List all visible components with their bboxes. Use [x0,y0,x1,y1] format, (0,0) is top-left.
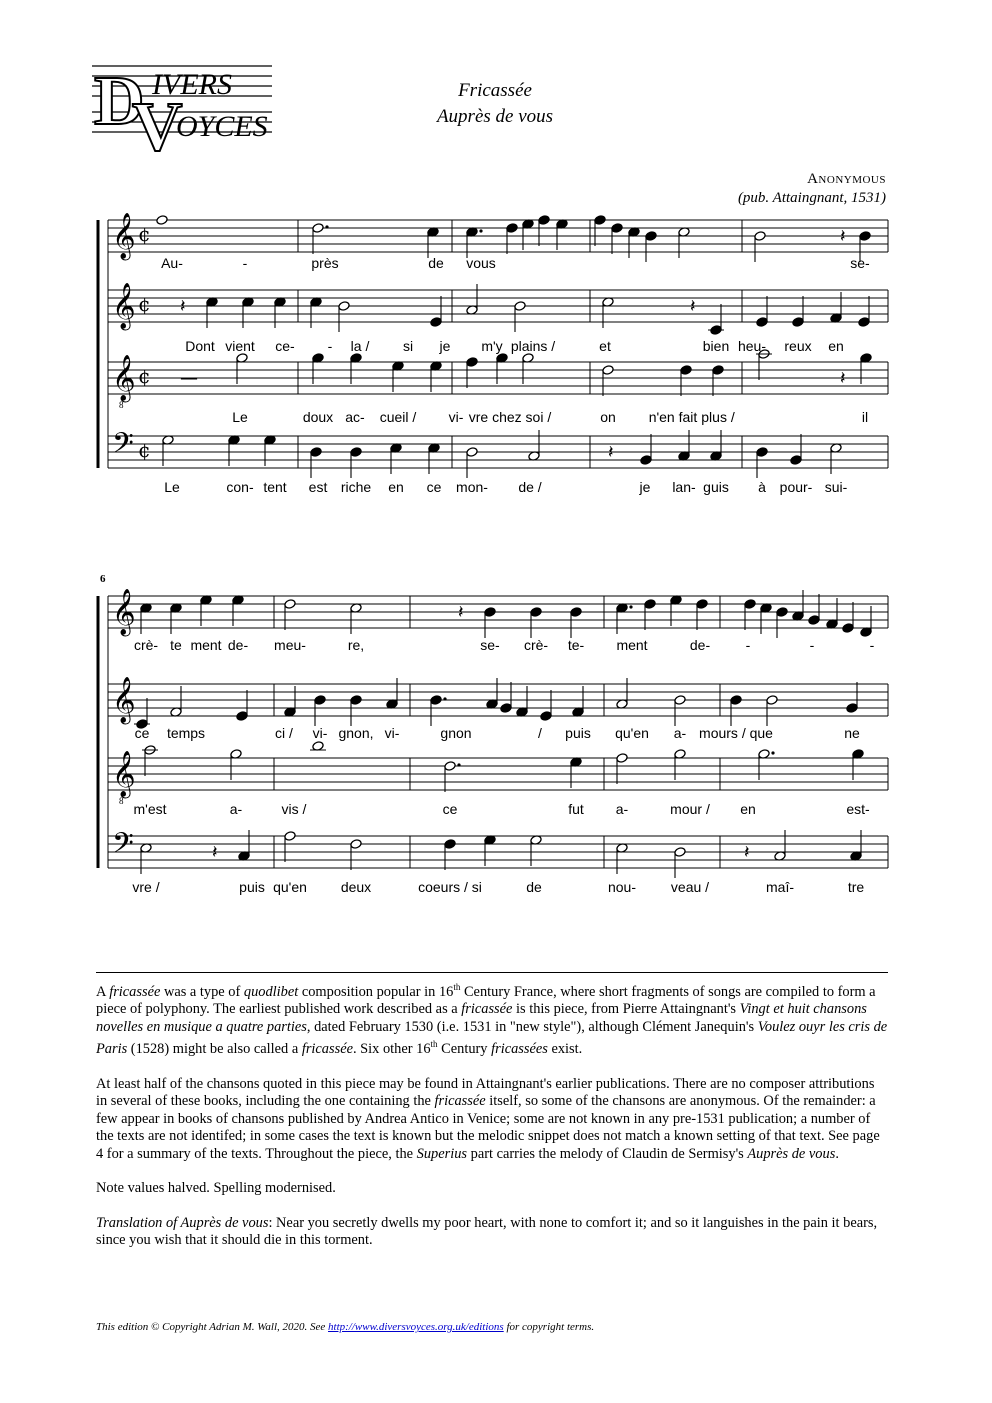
notes-text-run: quodlibet [243,983,299,1000]
note-head [312,223,324,234]
treble-clef-icon: 𝄞 [112,213,136,259]
notes-text-run: Note values halved. Spelling modernised. [96,1180,336,1197]
lyric-syllable: ne [844,725,860,741]
cut-time-icon: ¢ [138,292,151,316]
note-head [696,599,708,610]
bass-clef-icon: 𝄢 [112,427,134,467]
lyric-syllable: de- [227,637,249,653]
lyric-syllable: reux [784,338,812,354]
lyric-syllable: je [639,479,651,495]
lyric-syllable: et [599,338,611,354]
note-head [350,695,362,706]
lyric-syllable: ce [134,725,150,741]
notes-text-run: Voulez ouyr les cris de Paris [96,1018,888,1058]
lyric-syllable: je [439,338,451,354]
note-head [236,711,248,722]
score-system-1 [0,200,992,510]
note-head [284,599,296,610]
cut-time-icon: ¢ [138,364,151,388]
lyric-syllable: ci / [275,725,293,741]
bass-clef-icon: 𝄢 [112,827,134,867]
rest-icon: — [180,368,198,389]
notes-text-run: . [835,1145,839,1162]
title-block [380,78,610,130]
lyric-syllable: m'est [133,801,167,817]
lyric-syllable: plus / [701,409,735,425]
rest-icon: 𝄽 [180,296,186,317]
lyric-syllable: ce- [275,338,295,354]
score-system-2 [0,568,992,908]
note-head [466,357,478,368]
note-head [790,455,802,466]
lyric-syllable: meu- [274,637,306,653]
composer-name: Anonymous [807,171,886,187]
note-head [540,711,552,722]
lyric-syllable: vis / [281,801,307,817]
lyric-syllable: ment [616,637,648,653]
lyric-syllable: - [242,255,248,271]
lyric-syllable: sui- [824,479,848,495]
note-head [611,223,623,234]
lyric-syllable: vre chez soi / [468,409,552,425]
note-head [430,317,442,328]
note-head [680,365,692,376]
notes-text-run: exist. [547,1041,583,1058]
lyric-syllable: deux [340,879,372,895]
notes-text-run: fricassée [301,1041,353,1058]
editorial-notes [96,972,888,1267]
lyric-syllable: Dont [185,338,215,354]
notes-text-run: At least half of the chansons quoted in this piece may be found in Attaingnant's earlier publications. There are no composer attributions in several of these books, including the one containing the [96,1075,875,1110]
lyric-syllable: veau / [670,879,710,895]
note-head [514,301,526,312]
lyric-syllable: tent [263,479,287,495]
lyric-syllable: à [758,479,766,495]
lyric-syllable: vient [225,338,255,354]
lyric-syllable: se- [480,637,500,653]
note-head [792,317,804,328]
cut-time-icon: ¢ [138,438,151,462]
lyric-syllable: en [828,338,844,354]
dot [771,751,774,754]
lyric-syllable: vi- [384,725,400,741]
lyric-syllable: de [428,255,444,271]
treble-clef-icon: 𝄞 [112,589,136,635]
divers-voyces-logo [92,62,278,154]
lyric-syllable: heu- [737,338,767,354]
note-head [754,231,766,242]
piece-title: Fricassée [458,80,532,101]
lyric-syllable: tre [847,879,865,895]
lyric-syllable: n'en fait [648,409,698,425]
treble-clef-icon: 𝄞 [112,283,136,329]
logo-letter-d: D [94,63,145,140]
notes-text-run: is this piece, from Pierre Attaingnant's [512,1001,740,1018]
note-head [484,607,496,618]
note-head [506,223,518,234]
note-head [640,455,652,466]
notes-text-run: fricassées [491,1041,548,1058]
notes-text-run: , dated February 1530 (i.e. 1531 in "new style"), although Clément Janequin's [306,1018,758,1035]
lyric-syllable: si [402,338,414,354]
lyric-syllable: vous [466,255,496,271]
lyric-syllable: - [869,637,875,653]
note-head [310,447,322,458]
publication-info: (pub. Attaingnant, 1531) [737,190,886,206]
note-head [500,703,512,714]
lyric-syllable: crè- [523,637,549,653]
lyric-syllable: ment [190,637,222,653]
logo-letter-v: V [132,89,183,154]
note-head [444,839,456,850]
logo-word-oyces: OYCES [176,110,268,143]
lyric-syllable: pour- [779,479,813,495]
lyric-syllable: vre / [132,879,160,895]
lyric-syllable: te [170,637,182,653]
lyric-syllable: Le [164,479,180,495]
lyric-syllable: riche [340,479,372,495]
lyric-syllable: ce [426,479,442,495]
lyric-syllable: te- [567,637,585,653]
lyric-syllable: qu'en [615,725,649,741]
rest-icon: 𝄽 [212,842,218,863]
dot [443,697,446,700]
lyric-syllable: cueil / [379,409,417,425]
note-head [730,695,742,706]
rest-icon: 𝄽 [608,442,614,463]
note-head [466,447,478,458]
notes-text-run: fricassée [434,1093,486,1110]
editions-link[interactable]: http://www.diversvoyces.org.uk/editions [328,1321,504,1333]
notes-text-run: (1528) might be also called a [127,1041,302,1058]
lyric-syllable: la / [350,338,370,354]
note-head [756,317,768,328]
lyric-syllable: près [311,255,339,271]
dot [457,763,460,766]
note-head [156,215,168,226]
notes-text-run: th [430,1039,438,1050]
lyric-syllable: qu'en [273,879,307,895]
lyric-syllable: gnon [440,725,472,741]
lyric-syllable: coeurs / si [418,879,482,895]
lyric-syllable: a- [673,725,687,741]
notes-text-run: Auprès de vous [747,1145,836,1162]
lyric-syllable: lan- [672,479,696,495]
logo-word-ivers: IVERS [152,68,232,101]
cut-time-icon: ¢ [138,222,151,246]
dot [479,229,482,232]
footer-prefix: This edition © Copyright Adrian M. Wall, 2020. See [96,1321,329,1333]
lyric-syllable: - [327,338,333,354]
note-head [430,695,442,706]
rest-icon: 𝄽 [690,296,696,317]
lyric-syllable: maî- [766,879,794,895]
octave-marker: 8 [119,796,124,806]
lyric-syllable: plains / [510,338,556,354]
notes-text-run: th [453,982,461,992]
treble-clef-icon: 𝄞 [112,355,136,401]
notes-text-run: Translation of Auprès de vous [96,1214,269,1231]
notes-text-run: Superius [416,1145,468,1162]
notes-paragraph-2 [96,1076,888,1164]
notes-text-run: composition popular in 16 [298,983,454,1000]
lyric-syllable: - [809,637,815,653]
lyric-syllable: mour / [670,801,710,817]
notes-text-run: Century [437,1041,492,1058]
lyric-syllable: con- [226,479,254,495]
rest-icon: 𝄽 [744,842,750,863]
notes-paragraph-4 [96,1215,888,1250]
lyric-syllable: il [861,409,869,425]
note-head [530,607,542,618]
note-head [712,365,724,376]
note-head [756,447,768,458]
notes-text-run: fricassée [109,983,161,1000]
lyric-syllable: vi- [312,725,328,741]
lyric-syllable: mours / que [699,725,773,741]
lyric-syllable: ac- [345,409,365,425]
octave-marker: 8 [119,400,124,410]
notes-text-run: itself, so some of the chansons are anonymous. Of the remainder: a few appear in books of chansons published by Andrea Antico in Venice; some are not known in any pre-1531 publication; a number of the texts are not identifed; in some cases the text is known but the melodic snippet does not match a known setting of that text. See page 4 for a summary of the texts. Throughout the piece, the [96,1093,880,1162]
lyric-syllable: vi- [448,409,464,425]
notes-paragraph-3 [96,1180,888,1198]
lyric-syllable: on [600,409,616,425]
lyric-syllable: puis [565,725,591,741]
note-head [570,607,582,618]
note-head [846,703,858,714]
note-head [674,695,686,706]
note-head [859,231,871,242]
note-head [350,839,362,850]
lyric-syllable: Au- [161,255,183,271]
note-head [602,365,614,376]
note-head [645,231,657,242]
rest-icon: 𝄽 [840,226,846,247]
note-head [776,607,788,618]
note-head [444,761,456,772]
lyric-syllable: - [745,637,751,653]
note-head [616,753,628,764]
notes-text-run: Vingt et huit chansons novelles en musique a quatre parties [96,1001,867,1035]
copyright-footer [96,1321,594,1333]
note-head [766,695,778,706]
dot [629,605,632,608]
note-head [594,215,606,226]
lyric-syllable: est [308,479,328,495]
note-head [350,447,362,458]
lyric-syllable: re, [347,637,365,653]
rest-icon: 𝄽 [458,602,464,623]
lyric-syllable: temps [166,725,206,741]
lyric-syllable: de / [518,479,542,495]
lyric-syllable: puis [239,879,265,895]
lyric-syllable: en [388,479,404,495]
note-head [314,695,326,706]
note-head [842,623,854,634]
piece-subtitle: Auprès de vous [436,106,554,127]
lyric-syllable: est- [846,801,870,817]
notes-text-run: fricassée [461,1001,513,1018]
lyric-syllable: de [526,879,542,895]
treble-clef-icon: 𝄞 [112,751,136,797]
notes-text-run: . Six other 16 [352,1041,431,1058]
notes-text-run: Century France, where short fragments of songs are compiled to form a piece of polyphony. The earliest published work described as a [96,983,876,1018]
note-head [744,599,756,610]
notes-text-run: : Near you secretly dwells my poor heart, with none to comfort it; and so it languishes in the pain it bears, since you wish that it should die in this torment. [96,1214,878,1249]
dot [325,225,328,228]
notes-text-run: part carries the melody of Claudin de Sermisy's [467,1145,748,1162]
note-head [338,301,350,312]
lyric-syllable: guis [703,479,729,495]
lyric-syllable: Le [232,409,248,425]
lyric-syllable: de- [689,637,711,653]
lyric-syllable: en [740,801,756,817]
note-head [674,847,686,858]
lyric-syllable: fut [568,801,584,817]
notes-paragraph-1 [96,979,888,1059]
lyric-syllable: gnon, [338,725,374,741]
note-head [538,215,550,226]
lyric-syllable: crè- [133,637,159,653]
lyric-syllable: bien [702,338,730,354]
measure-number: 6 [100,573,106,585]
footer-suffix: for copyright terms. [503,1321,595,1333]
lyric-syllable: / [538,725,542,741]
lyric-syllable: mon- [456,479,488,495]
lyric-syllable: a- [229,801,243,817]
notes-text-run: was a type of [160,983,244,1000]
lyric-syllable: a- [615,801,629,817]
treble-clef-icon: 𝄞 [112,677,136,723]
lyric-syllable: nou- [607,879,637,895]
lyric-syllable: m'y [481,338,503,354]
lyric-syllable: ce [442,801,458,817]
note-head [858,317,870,328]
note-head [644,599,656,610]
rest-icon: 𝄽 [840,368,846,389]
notes-text-run: A [96,983,110,1000]
note-head [808,615,820,626]
note-head [284,831,296,842]
lyric-syllable: doux [302,409,334,425]
lyric-syllable: se- [850,255,870,271]
